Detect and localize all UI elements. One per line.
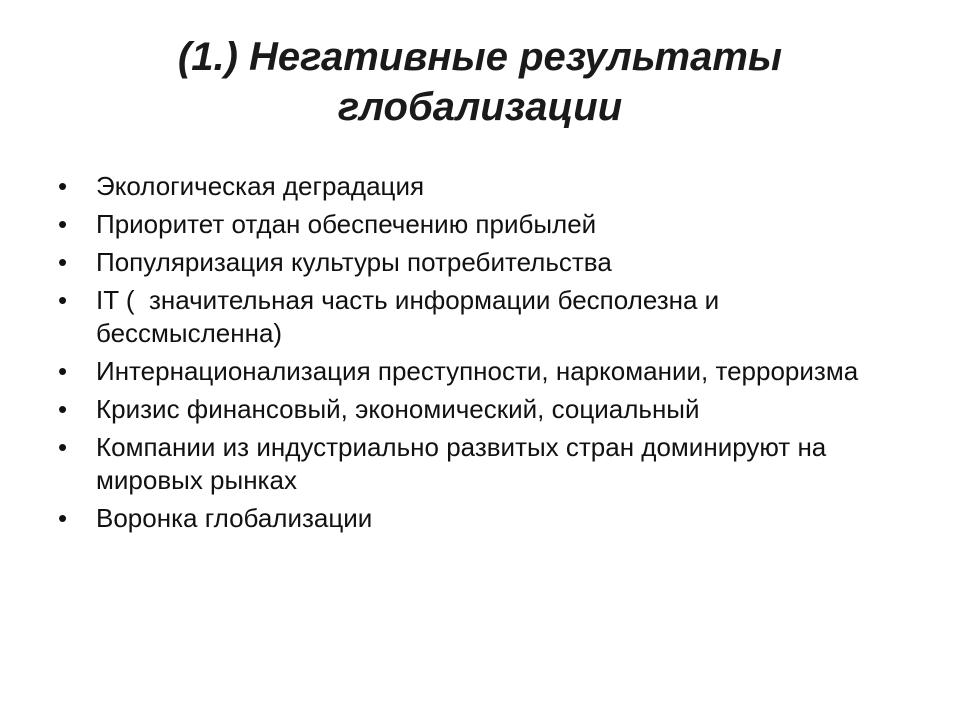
slide-title <box>80 32 880 132</box>
list-item <box>58 393 898 426</box>
title-line-2: глобализации <box>337 85 623 129</box>
bullet-list <box>58 170 898 540</box>
bullet-icon: • <box>58 503 68 533</box>
bullet-icon: • <box>58 209 68 239</box>
list-item-text: Воронка глобализации <box>96 503 373 533</box>
list-item <box>58 431 898 497</box>
list-item <box>58 502 898 535</box>
list-item <box>58 246 898 279</box>
list-item <box>58 208 898 241</box>
list-item-text: Компании из индустриально развитых стран доминируют на мировых рынках <box>96 432 827 495</box>
list-item <box>58 170 898 203</box>
list-item-text: Популяризация культуры потребительства <box>96 247 612 277</box>
list-item-text: Приоритет отдан обеспечению прибылей <box>96 209 597 239</box>
bullet-icon: • <box>58 394 68 424</box>
title-line-1: (1.) Негативные результаты <box>177 35 783 79</box>
bullet-icon: • <box>58 171 68 201</box>
list-item <box>58 284 898 350</box>
bullet-icon: • <box>58 285 68 315</box>
list-item-text: Кризис финансовый, экономический, социальный <box>96 394 700 424</box>
list-item <box>58 355 898 388</box>
list-item-text: Экологическая деградация <box>96 171 425 201</box>
bullet-icon: • <box>58 247 68 277</box>
list-item-text: Интернационализация преступности, наркомании, терроризма <box>96 356 859 386</box>
bullet-icon: • <box>58 432 68 462</box>
bullet-icon: • <box>58 356 68 386</box>
list-item-text: IT ( значительная часть информации бесполезна и бессмысленна) <box>96 285 727 348</box>
